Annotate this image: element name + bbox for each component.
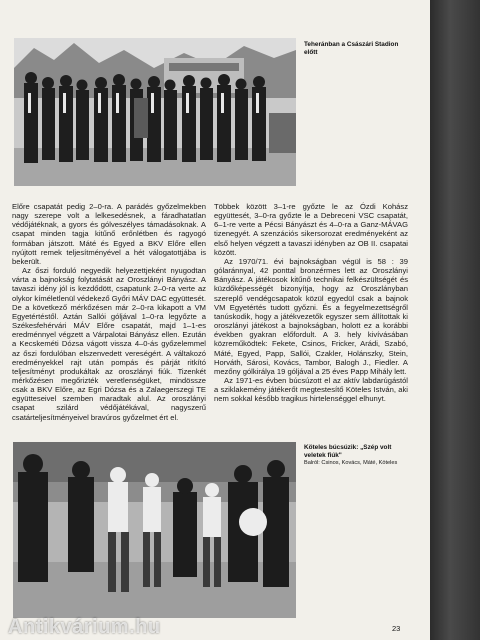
page-number: 23 bbox=[392, 624, 401, 633]
paragraph: Többek között 3–1-re győzte le az Ózdi Kohász együttesét, 3–0-ra győzte le a Debreceni VSC csapatát, 6–1-re verte a Pécsi Bányászt és 4–0-ra a Ganz-MÁVAG tizenegyét. A szenzációs sikersorozat eredményeként az első helyen végzett a tavaszi idényben az OB II. csapatai között. bbox=[214, 202, 408, 257]
farewell-photo-image bbox=[13, 442, 296, 618]
article-column-right bbox=[214, 202, 408, 403]
caption-title: Köteles búcsúzik: „Szép volt veletek fiúk" bbox=[304, 444, 392, 460]
photo-caption-bottom bbox=[304, 444, 410, 467]
article-column-left bbox=[12, 202, 206, 422]
paragraph: Az 1971-es évben búcsúzott el az aktív labdarúgástól a sziklakemény játékerőt megtestesítő Köteles István, aki nem sokkal később tragikus hirtelenséggel elhunyt. bbox=[214, 375, 408, 404]
watermark: Antikvárium.hu bbox=[8, 616, 161, 638]
paragraph: Előre csapatát pedig 2–0-ra. A parádés győzelmekben nagy szerepe volt a lelkesedésnek, a fáradhatatlan védőjátéknak, a gyors és gólveszélyes támadásoknak. A csapat minden tagja kitűnő erőnlétben és ragyogó formában játszott. Máté és Egyed a BKV Előre ellen nyújtott remek teljesítményével a hét válogatottjába is bekerült. bbox=[12, 202, 206, 266]
paragraph: Az 1970/71. évi bajnokságban végül is 58 : 39 gólaránnyal, 42 ponttal bronzérmes lett az Oroszlányi Bányász. A játékosok kitűnő technikai felkészültségét és küzdőképességét bizonyítja, hogy az Oroszlányban szereplő vendégcsapatok közül egyedül csak a bajnok VM Egyetértés tudott győzni. És a fegyelmezettségről tanúskodik, hogy a játékvezetők egyszer sem állítottak ki oroszlányi játékost a bajnokságban, holott ez a korábbi években gyakran előfordult. A 3. hely kivívásában közreműködtek: Fekete, Csinos, Fricker, Arádi, Szabó, Máté, Egyed, Papp, Sallói, Czakler, Holánszky, Stein, Horváth, Sárosi, Kovács, Tambor, Balogh J., Fiedler. A mezőny gólkirálya 19 góljával a 25 éves Papp Mihály lett. bbox=[214, 256, 408, 376]
paragraph: Az őszi forduló negyedik helyezettjeként nyugodtan várta a bajnokság folytatását az Oroszlányi Bányász. A tavaszi idény jól is kezdődött, csapatunk 2–0-ra verte az olykor kíméletlenül védekező Győri MÁV DAC együttesét. De a következő mérkőzésen már 2–0-ra kikapott a VM Egyetértéstől. Aztán Sallói góljával 1–0-ra legyőzte a Székesfehérvári MÁV Előre csapatát, majd 1–1-es eredménnyel végzett a Várpalotai Bányász ellen. Ezután a Kecskeméti Dózsa vágott vissza 4–0-ás győzelemmel az őszi fordulóban elszenvedett vereségért. A váltakozó eredményekkel rajt után pompás és párját ritkító teljesítményt produkáltak az oroszlányi fiúk. Tizenkét mérkőzésen megőrizték veretlenségüket, mindössze csak a BKV Előre, az Egri Dózsa és a Zalaegerszegi TE együtteseivel szemben maradtak alul. Az oroszlányi csapat szilárd védőjátékával, nagyszerű csatárteljesítményeivel bravúros győzelmet ért el. bbox=[12, 266, 206, 422]
team-photo-image bbox=[14, 38, 296, 186]
page-edge-shadow bbox=[430, 0, 480, 640]
caption-subtitle: Balról: Csinos, Kovács, Máté, Köteles bbox=[304, 460, 398, 467]
photo-caption-top: Teheránban a Császári Stadion előtt bbox=[304, 41, 399, 57]
farewell-photo bbox=[13, 442, 296, 618]
team-photo-tehran bbox=[14, 38, 296, 186]
